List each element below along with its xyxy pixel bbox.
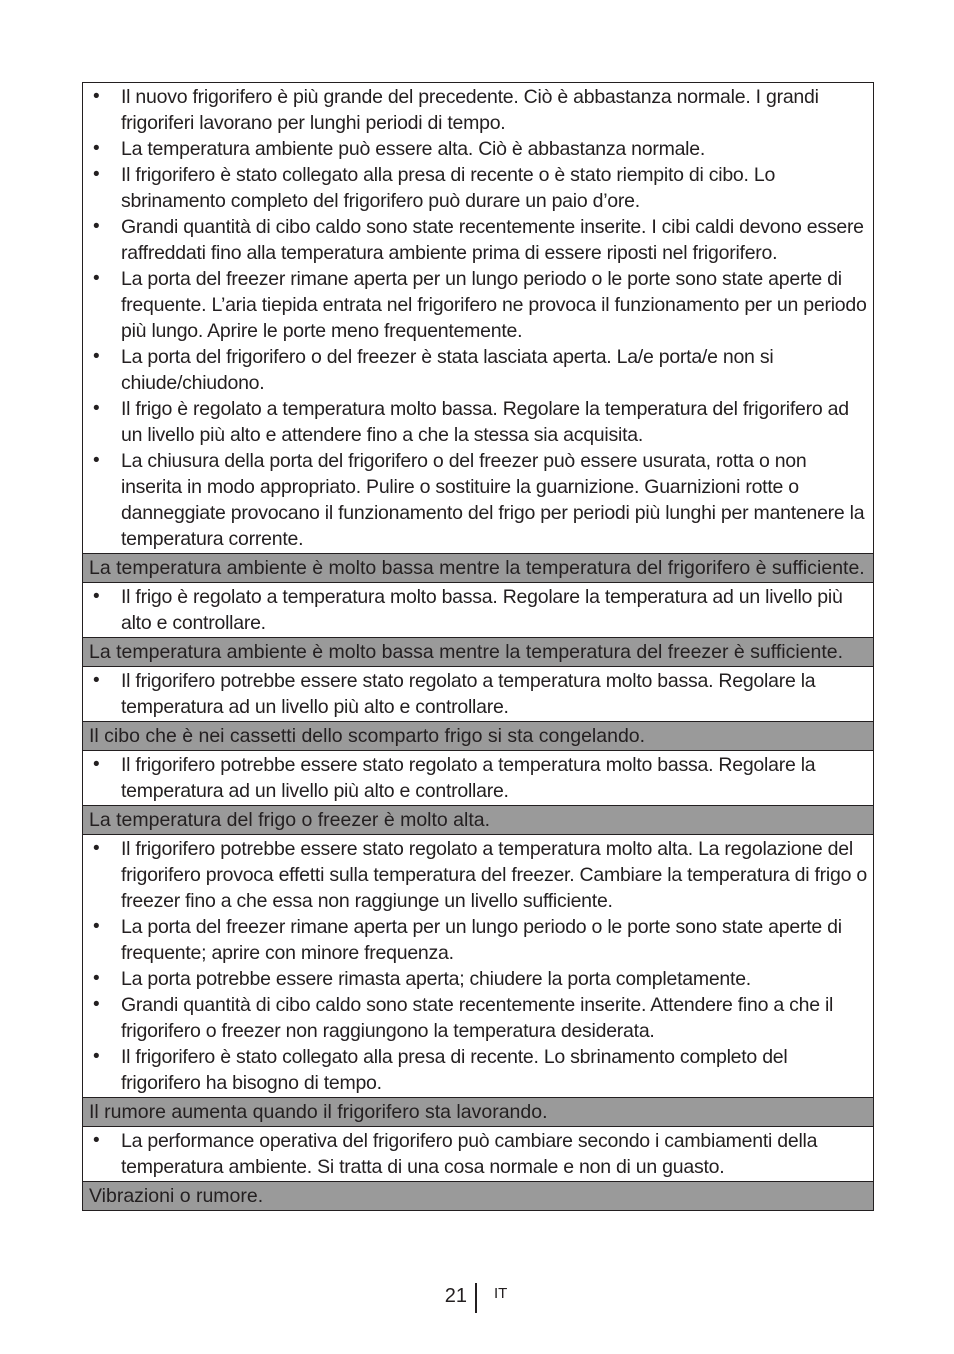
page-footer: [0, 1283, 954, 1315]
page-number: 21: [444, 1285, 467, 1307]
solution-list: [89, 584, 867, 636]
solution-item: • Grandi quantità di cibo caldo sono state recentemente inserite. Attendere fino a che il frigorifero o freezer non raggiungono la temperatura desiderata.: [89, 992, 867, 1044]
solution-item: • Il nuovo frigorifero è più grande del precedente. Ciò è abbastanza normale. I grandi frigoriferi lavorano per lunghi periodi di tempo.: [89, 84, 867, 136]
solution-item: • Grandi quantità di cibo caldo sono state recentemente inserite. I cibi caldi devono essere raffreddati fino alla temperatura ambiente prima di essere riposti nel frigorifero.: [89, 214, 867, 266]
solution-item: • La performance operativa del frigorifero può cambiare secondo i cambiamenti della temperatura ambiente. Si tratta di una cosa normale e non di un guasto.: [89, 1128, 867, 1180]
solution-list: [89, 836, 867, 1096]
troubleshooting-table: [82, 82, 874, 1211]
solution-item: • La porta del frigorifero o del freezer è stata lasciata aperta. La/e porta/e non si chiude/chiudono.: [89, 344, 867, 396]
solution-list-cell: [83, 751, 873, 806]
solution-item: • Il frigo è regolato a temperatura molto bassa. Regolare la temperatura ad un livello più alto e controllare.: [89, 584, 867, 636]
footer-divider: [475, 1283, 477, 1313]
problem-header: Il cibo che è nei cassetti dello scomparto frigo si sta congelando.: [83, 722, 873, 751]
solution-item: • Il frigorifero è stato collegato alla presa di recente. Lo sbrinamento completo del frigorifero ha bisogno di tempo.: [89, 1044, 867, 1096]
solution-item: • Il frigo è regolato a temperatura molto bassa. Regolare la temperatura del frigorifero ad un livello più alto e attendere fino a che la stessa sia acquisita.: [89, 396, 867, 448]
language-code: IT: [494, 1285, 508, 1302]
solution-list: [89, 84, 867, 552]
solution-list-cell: [83, 583, 873, 638]
solution-list-cell: [83, 83, 873, 554]
problem-header: Vibrazioni o rumore.: [83, 1182, 873, 1211]
solution-list-cell: [83, 1127, 873, 1182]
problem-header: La temperatura del frigo o freezer è molto alta.: [83, 806, 873, 835]
solution-item: • Il frigorifero potrebbe essere stato regolato a temperatura molto bassa. Regolare la temperatura ad un livello più alto e controllare.: [89, 752, 867, 804]
solution-item: • Il frigorifero potrebbe essere stato regolato a temperatura molto bassa. Regolare la temperatura ad un livello più alto e controllare.: [89, 668, 867, 720]
solution-list-cell: [83, 835, 873, 1098]
solution-item: • La porta potrebbe essere rimasta aperta; chiudere la porta completamente.: [89, 966, 867, 992]
solution-item: • Il frigorifero è stato collegato alla presa di recente o è stato riempito di cibo. Lo sbrinamento completo del frigorifero può durare un paio d’ore.: [89, 162, 867, 214]
solution-item: • La chiusura della porta del frigorifero o del freezer può essere usurata, rotta o non inserita in modo appropriato. Pulire o sostituire la guarnizione. Guarnizioni rotte o danneggiate provocano il funzionamento del frigo per periodi più lunghi per mantenere la temperatura corrente.: [89, 448, 867, 552]
solution-item: • La porta del freezer rimane aperta per un lungo periodo o le porte sono state aperte di frequente. L’aria tiepida entrata nel frigorifero ne provoca il funzionamento per un periodo più lungo. Aprire le porte meno frequentemente.: [89, 266, 867, 344]
solution-list-cell: [83, 667, 873, 722]
solution-list: [89, 1128, 867, 1180]
problem-header: Il rumore aumenta quando il frigorifero sta lavorando.: [83, 1098, 873, 1127]
problem-header: La temperatura ambiente è molto bassa mentre la temperatura del freezer è sufficiente.: [83, 638, 873, 667]
solution-item: • La porta del freezer rimane aperta per un lungo periodo o le porte sono state aperte di frequente; aprire con minore frequenza.: [89, 914, 867, 966]
solution-item: • La temperatura ambiente può essere alta. Ciò è abbastanza normale.: [89, 136, 867, 162]
solution-list: [89, 668, 867, 720]
problem-header: La temperatura ambiente è molto bassa mentre la temperatura del frigorifero è sufficiente.: [83, 554, 873, 583]
solution-item: • Il frigorifero potrebbe essere stato regolato a temperatura molto alta. La regolazione del frigorifero provoca effetti sulla temperatura del freezer. Cambiare la temperatura di frigo o freezer fino a che essa non raggiunge un livello sufficiente.: [89, 836, 867, 914]
solution-list: [89, 752, 867, 804]
